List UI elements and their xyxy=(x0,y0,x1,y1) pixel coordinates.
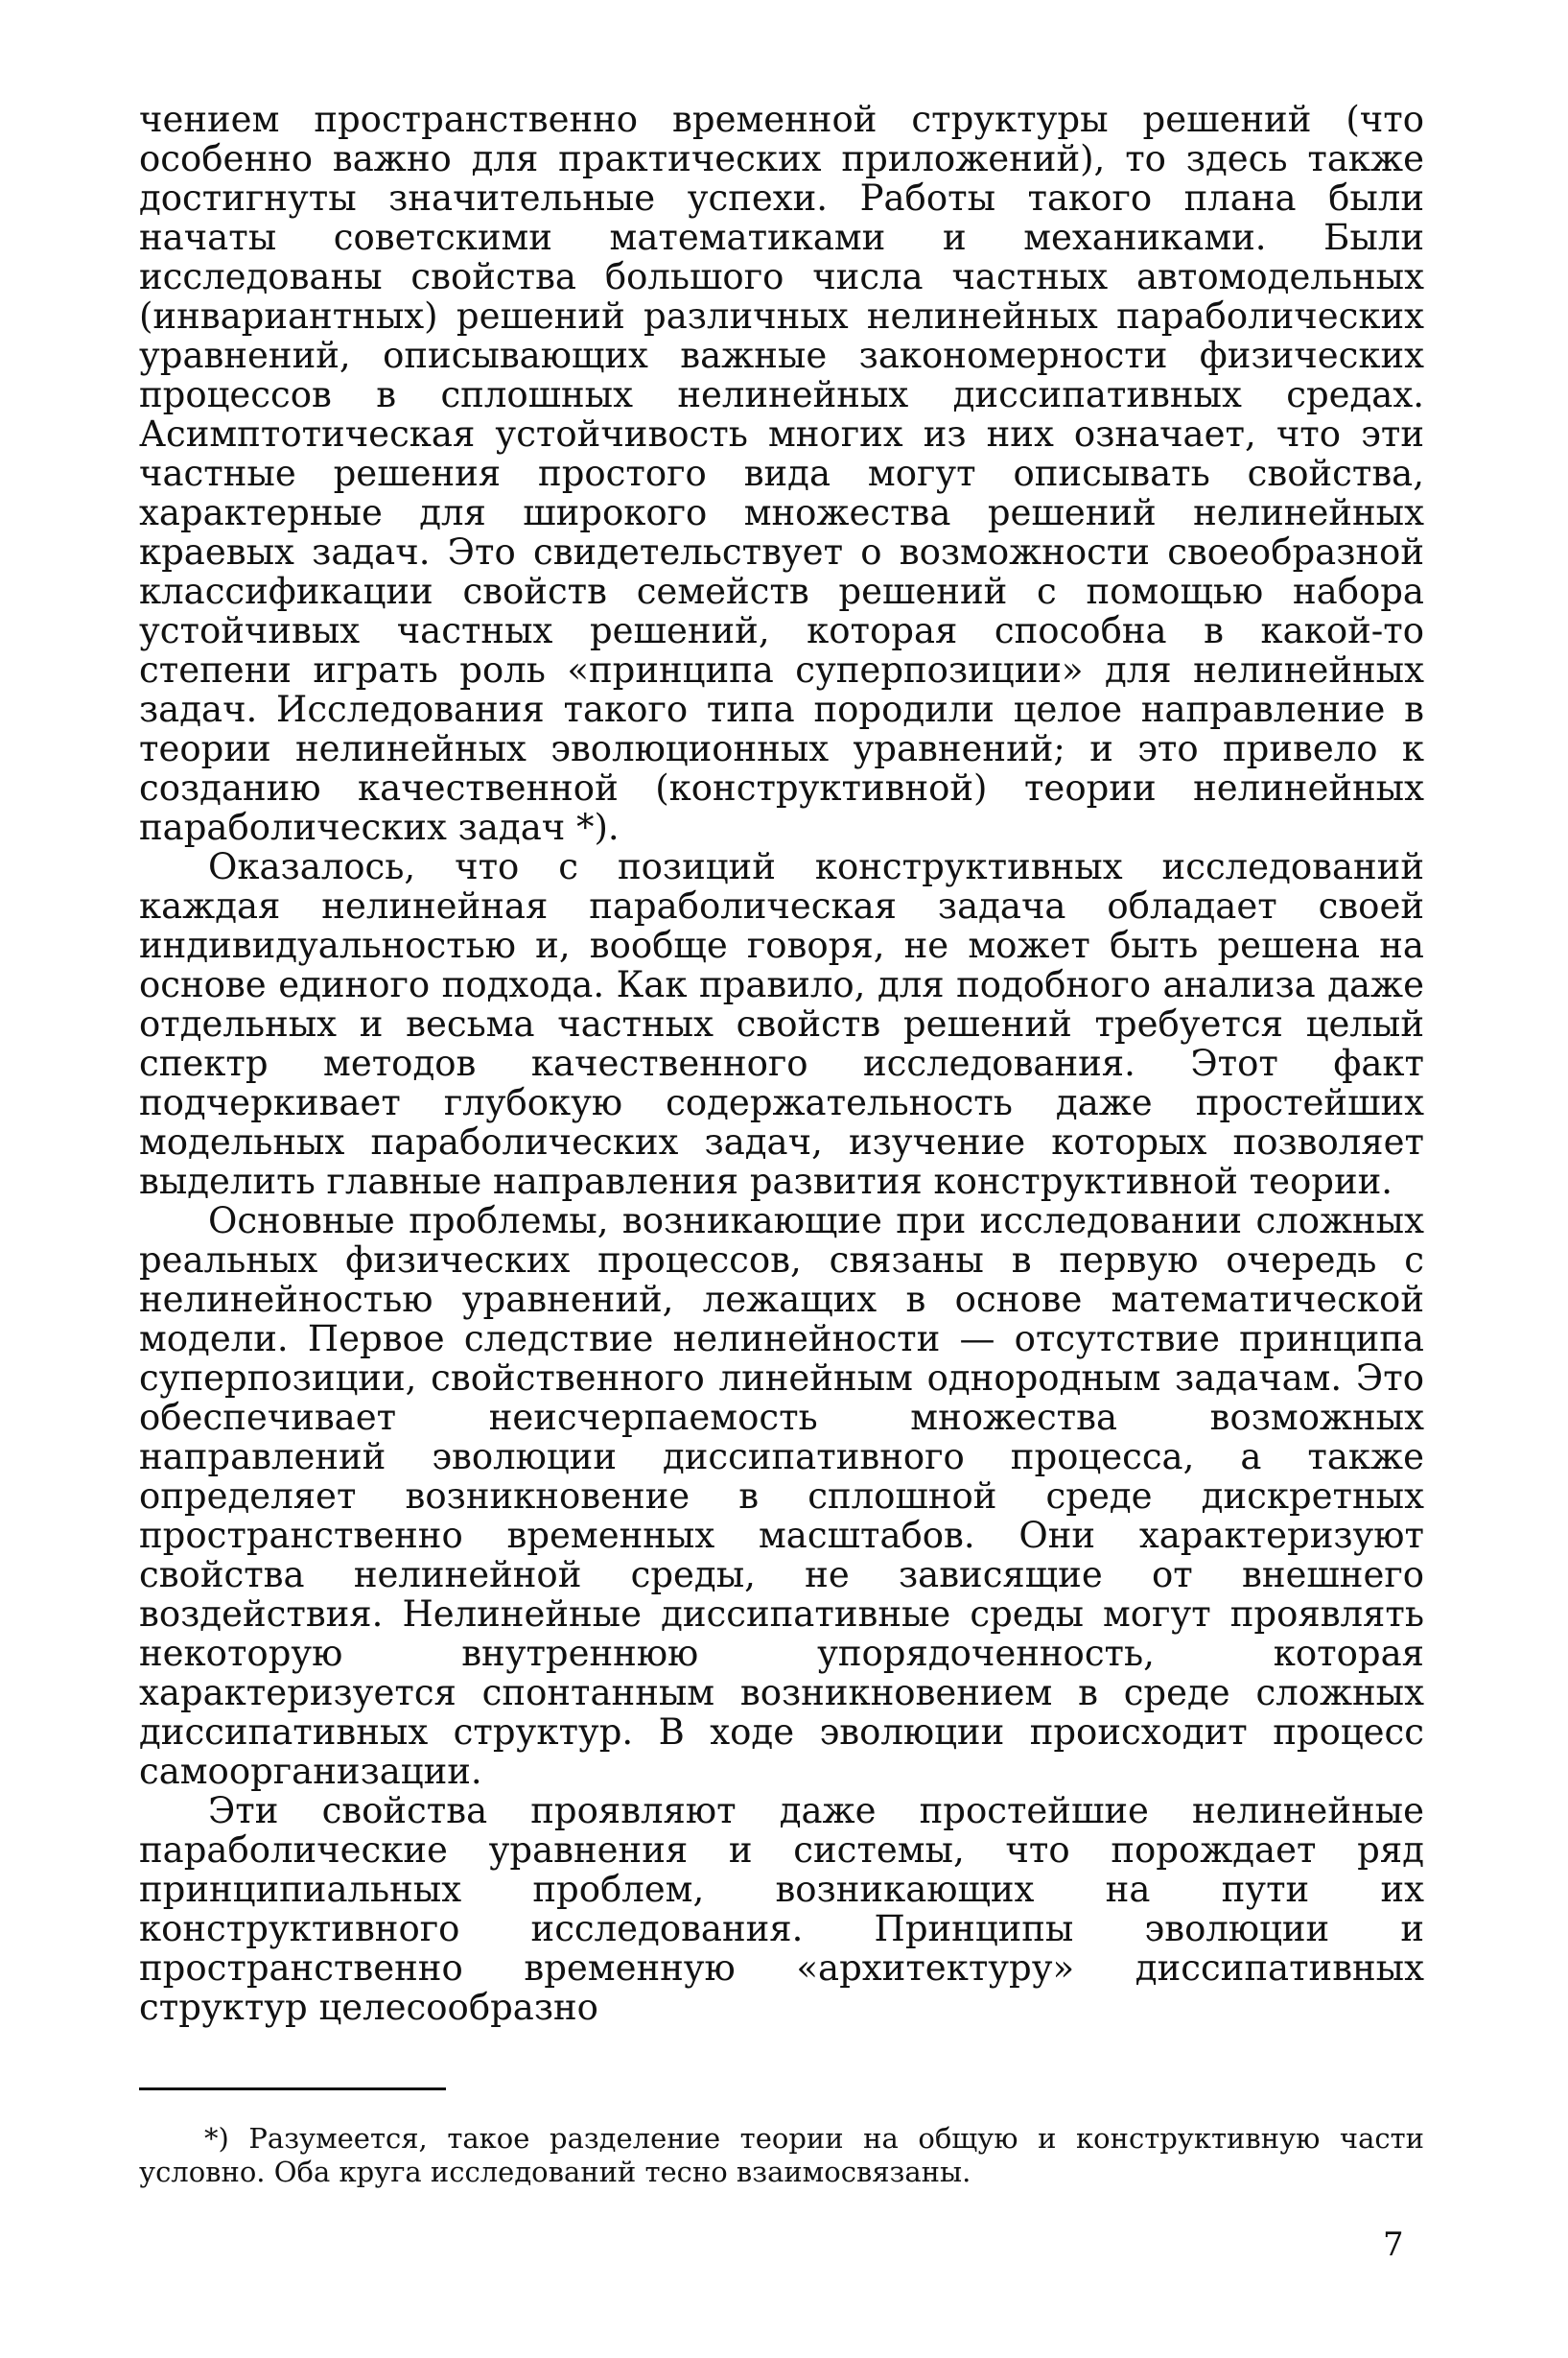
footnote: *) Разумеется, такое разделение теории на общую и конструктивную части условно. Оба круга исследований тесно взаимосвязаны. xyxy=(139,2122,1424,2188)
footnote-divider xyxy=(139,2087,446,2090)
page-number: 7 xyxy=(1383,2226,1404,2264)
paragraph-3: Основные проблемы, возникающие при исследовании сложных реальных физических процессов, связаны в первую очередь с нелинейностью уравнений, лежащих в основе математической модели. Первое следствие нелинейности — отсутствие принципа суперпозиции, свойственного линейным однородным задачам. Это обеспечивает неисчерпаемость множества возможных направлений эволюции диссипативного процесса, а также определяет возникновение в сплошной среде дискретных пространственно временных масштабов. Они характеризуют свойства нелинейной среды, не зависящие от внешнего воздействия. Нелинейные диссипативные среды могут проявлять некоторую внутреннюю упорядоченность, которая характеризуется спонтанным возникновением в среде сложных диссипативных структур. В ходе эволюции происходит процесс самоорганизации. xyxy=(139,1200,1424,1792)
paragraph-2: Оказалось, что с позиций конструктивных исследований каждая нелинейная параболическая задача обладает своей индивидуальностью и, вообще говоря, не может быть решена на основе единого подхода. Как правило, для подобного анализа даже отдельных и весьма частных свойств решений требуется целый спектр методов качественного исследования. Этот факт подчеркивает глубокую содержательность даже простейших модельных параболических задач, изучение которых позволяет выделить главные направления развития конструктивной теории. xyxy=(139,846,1424,1202)
paragraph-4: Эти свойства проявляют даже простейшие нелинейные параболические уравнения и системы, что порождает ряд принципиальных проблем, возникающих на пути их конструктивного исследования. Принципы эволюции и пространственно временную «архитектуру» диссипативных структур целесообразно xyxy=(139,1790,1424,2028)
main-text xyxy=(139,100,1424,2027)
paragraph-1: чением пространственно временной структуры решений (что особенно важно для практических приложений), то здесь также достигнуты значительные успехи. Работы такого плана были начаты советскими математиками и механиками. Были исследованы свойства большого числа частных автомодельных (инвариантных) решений различных нелинейных параболических уравнений, описывающих важные закономерности физических процессов в сплошных нелинейных диссипативных средах. Асимптотическая устойчивость многих из них означает, что эти частные решения простого вида могут описывать свойства, характерные для широкого множества решений нелинейных краевых задач. Это свидетельствует о возможности своеобразной классификации свойств семейств решений с помощью набора устойчивых частных решений, которая способна в какой-то степени играть роль «принципа суперпозиции» для нелинейных задач. Исследования такого типа породили целое направление в теории нелинейных эволюционных уравнений; и это привело к созданию качественной (конструктивной) теории нелинейных параболических задач *). xyxy=(139,99,1424,848)
